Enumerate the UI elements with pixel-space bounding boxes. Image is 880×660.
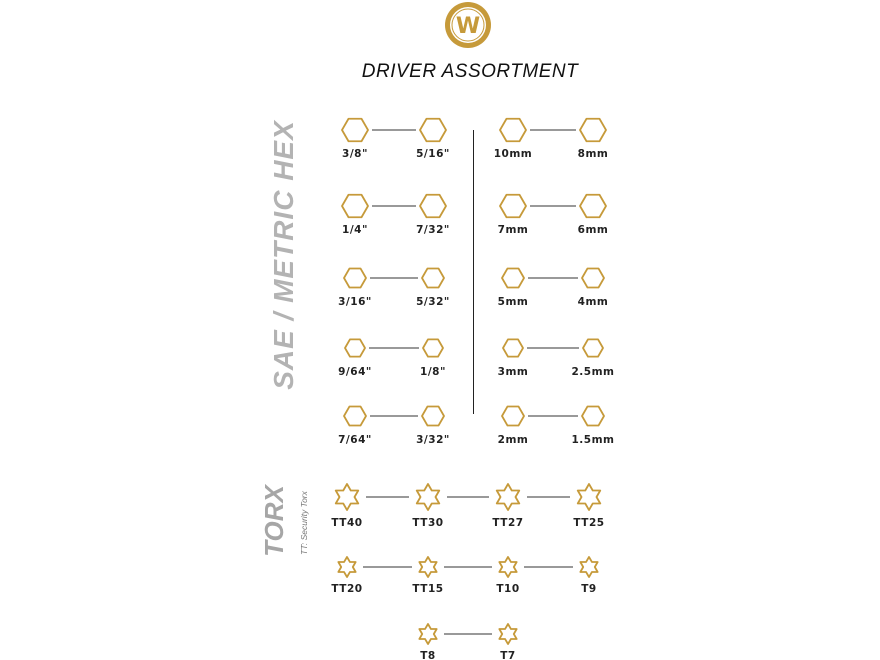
hex-bit-icon [503, 339, 523, 356]
torx-size-label: TT40 [331, 517, 363, 529]
torx-bit-icon [417, 484, 440, 510]
torx-bit-icon [499, 624, 516, 644]
torx-bit-icon [580, 557, 597, 577]
logo-letter: W [455, 14, 481, 39]
hex-size-label: 7/32" [416, 224, 450, 236]
torx-bit-icon [419, 624, 436, 644]
hex-bit-icon [500, 119, 526, 142]
metric-size-label: 4mm [577, 296, 609, 308]
torx-size-label: TT27 [492, 517, 524, 529]
hex-bit-icon [580, 119, 606, 142]
hex-bit-icon [345, 339, 365, 356]
hex-bit-icon [420, 195, 446, 218]
metric-size-label: 2.5mm [571, 366, 615, 378]
hex-size-label: 5/32" [416, 296, 450, 308]
hex-size-label: 1/8" [420, 366, 446, 378]
hex-size-label: 9/64" [338, 366, 372, 378]
hex-bit-icon [344, 406, 366, 425]
hex-section-title: SAE / METRIC HEX [268, 120, 299, 390]
hex-size-label: 3/8" [342, 148, 368, 160]
page-title: DRIVER ASSORTMENT [361, 61, 579, 82]
hex-size-label: 5/16" [416, 148, 450, 160]
hex-bit-icon [582, 268, 604, 287]
hex-size-label: 3/16" [338, 296, 372, 308]
metric-size-label: 6mm [577, 224, 609, 236]
hex-bit-icon [502, 268, 524, 287]
torx-size-label: TT25 [573, 517, 605, 529]
torx-size-label: T7 [500, 650, 516, 660]
torx-section-title: TORX [259, 485, 289, 557]
hex-bit-icon [342, 119, 368, 142]
hex-bit-icon [422, 406, 444, 425]
metric-size-label: 3mm [497, 366, 529, 378]
hex-size-label: 1/4" [342, 224, 368, 236]
hex-bit-icon [423, 339, 443, 356]
metric-size-label: 10mm [493, 148, 533, 160]
torx-bit-icon [338, 557, 355, 577]
hex-size-label: 7/64" [338, 434, 372, 446]
torx-section-subtitle: TT: Security Torx [299, 491, 309, 555]
hex-bit-icon [344, 268, 366, 287]
torx-size-label: TT20 [331, 583, 363, 595]
metric-size-label: 2mm [497, 434, 529, 446]
torx-size-label: T8 [420, 650, 436, 660]
torx-size-label: T9 [581, 583, 597, 595]
torx-size-label: T10 [496, 583, 520, 595]
metric-size-label: 7mm [497, 224, 529, 236]
metric-size-label: 8mm [577, 148, 609, 160]
hex-size-label: 3/32" [416, 434, 450, 446]
hex-bit-icon [580, 195, 606, 218]
torx-bit-icon [497, 484, 520, 510]
torx-size-label: TT30 [412, 517, 444, 529]
torx-bit-icon [419, 557, 436, 577]
hex-bit-icon [500, 195, 526, 218]
hex-bit-icon [422, 268, 444, 287]
torx-size-label: TT15 [412, 583, 444, 595]
metric-size-label: 1.5mm [571, 434, 615, 446]
metric-size-label: 5mm [497, 296, 529, 308]
hex-bit-icon [342, 195, 368, 218]
hex-bit-icon [583, 339, 603, 356]
hex-bit-icon [582, 406, 604, 425]
hex-bit-icon [502, 406, 524, 425]
hex-bit-icon [420, 119, 446, 142]
torx-bit-icon [499, 557, 516, 577]
torx-bit-icon [336, 484, 359, 510]
torx-bit-icon [578, 484, 601, 510]
